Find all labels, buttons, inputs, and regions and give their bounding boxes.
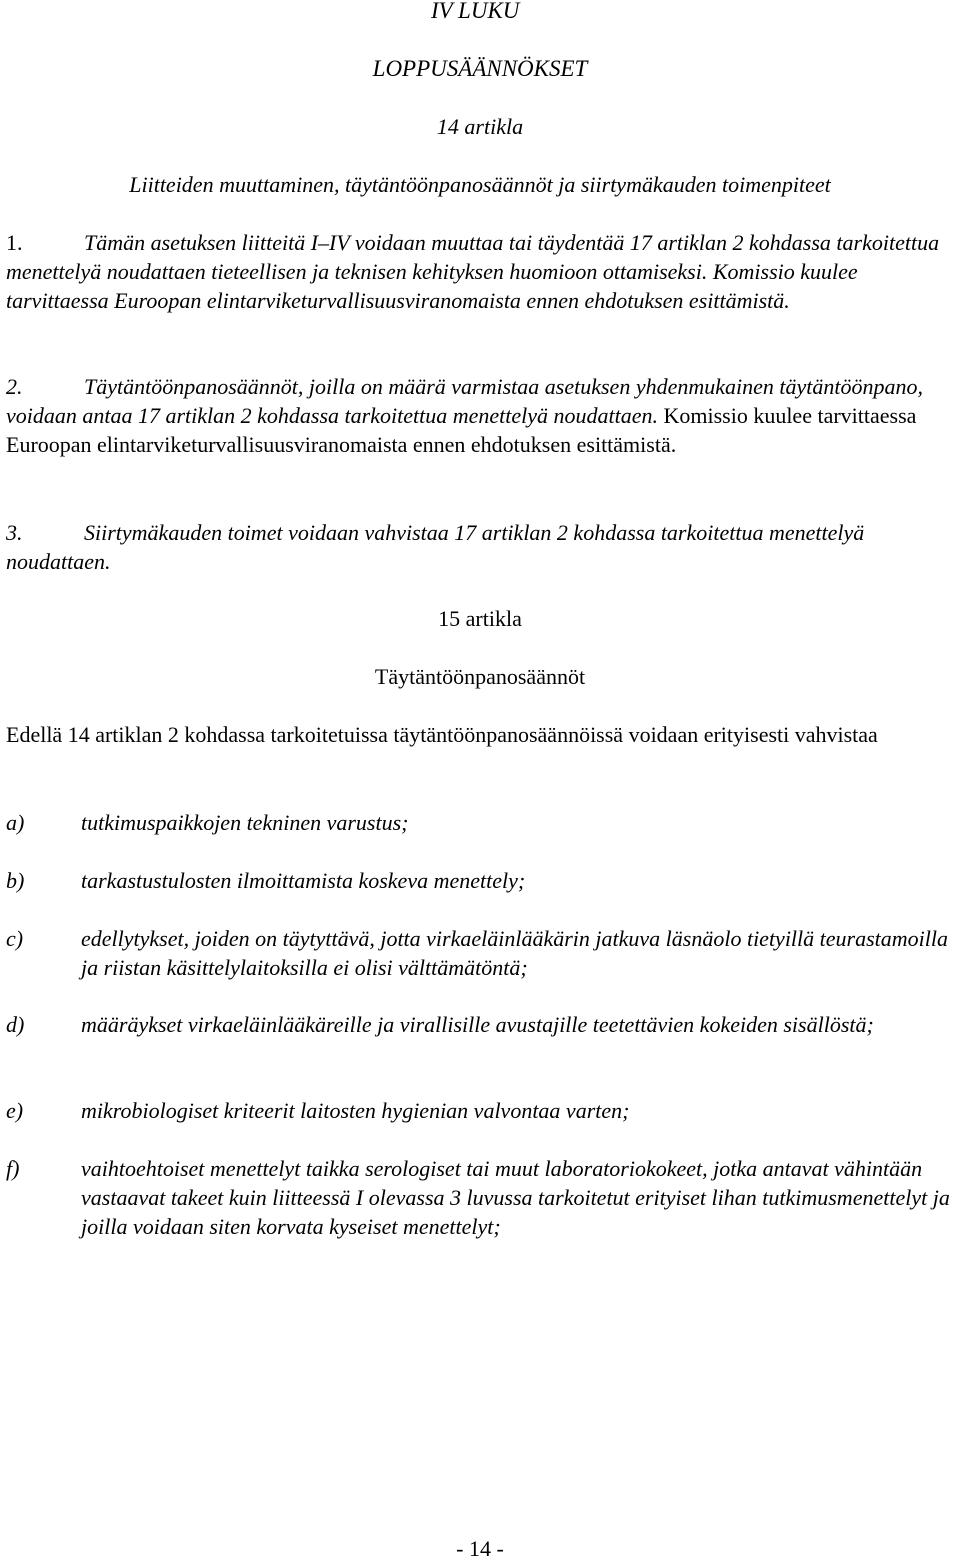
list-item-text: vaihtoehtoiset menettelyt taikka serologiset tai muut laboratoriokokeet, jotka antavat vähintään vastaavat takeet kuin liitteessä I olevassa 3 luvussa tarkoitetut erityiset lihan tutkimusmenettelyt ja joilla voidaan siten korvata kyseiset menettelyt; [81, 1156, 950, 1239]
article-14-paragraph-1 [6, 228, 956, 315]
paragraph-text: Siirtymäkauden toimet voidaan vahvistaa 17 artiklan 2 kohdassa tarkoitettua menettelyä noudattaen. [6, 520, 865, 574]
list-item-text: edellytykset, joiden on täytyttävä, jotta virkaeläinlääkärin jatkuva läsnäolo tietyillä teurastamoilla ja riistan käsittelylaitoksilla ei olisi välttämätöntä; [81, 926, 948, 980]
list-item-label: c) [6, 926, 24, 951]
list-item-text: tarkastustulosten ilmoittamista koskeva menettely; [81, 868, 526, 893]
paragraph-text-2: Komissio kuulee tarvittaessa Euroopan elintarviketurvallisuusviranomaista ennen ehdotuksen esittämistä. [6, 403, 917, 457]
list-item-label: e) [6, 1098, 24, 1123]
chapter-title: LOPPUSÄÄNNÖKSET [372, 56, 588, 81]
article-15-intro: Edellä 14 artiklan 2 kohdassa tarkoitetuissa täytäntöönpanosäännöissä voidaan erityisesti vahvistaa [6, 722, 878, 747]
article-15-number: 15 artikla [438, 606, 522, 631]
list-item-text: tutkimuspaikkojen tekninen varustus; [81, 810, 409, 835]
paragraph-number: 2. [6, 374, 23, 399]
paragraph-number: 3. [6, 520, 23, 545]
list-item-text: määräykset virkaeläinlääkäreille ja virallisille avustajille teetettävien kokeiden sisällöstä; [81, 1012, 874, 1037]
list-item-label: b) [6, 868, 25, 893]
article-14-paragraph-3 [6, 518, 956, 576]
paragraph-text: Tämän asetuksen liitteitä I–IV voidaan muuttaa tai täydentää 17 artiklan 2 kohdassa tarkoitettua menettelyä noudattaen tieteellisen ja teknisen kehityksen huomioon ottamiseksi. Komissio kuulee tarvittaessa Euroopan elintarviketurvallisuusviranomaista ennen ehdotuksen esittämistä. [6, 230, 940, 313]
article-14-paragraph-2 [6, 372, 956, 459]
chapter-heading: IV LUKU [431, 0, 520, 23]
paragraph-number: 1. [6, 230, 23, 255]
page-number: - 14 - [456, 1536, 504, 1561]
article-14-title: Liitteiden muuttaminen, täytäntöönpanosäännöt ja siirtymäkauden toimenpiteet [129, 172, 831, 197]
article-14-number: 14 artikla [436, 114, 524, 139]
article-15-title: Täytäntöönpanosäännöt [374, 664, 586, 689]
paragraph-text: Täytäntöönpanosäännöt, joilla on määrä varmistaa asetuksen yhdenmukainen täytäntöönpano, voidaan antaa 17 artiklan 2 kohdassa tarkoitettua menettelyä noudattaen. [6, 374, 923, 428]
list-item-label: d) [6, 1012, 25, 1037]
list-item-label: a) [6, 810, 25, 835]
list-item-label: f) [6, 1156, 20, 1181]
list-item-text: mikrobiologiset kriteerit laitosten hygienian valvontaa varten; [81, 1098, 630, 1123]
